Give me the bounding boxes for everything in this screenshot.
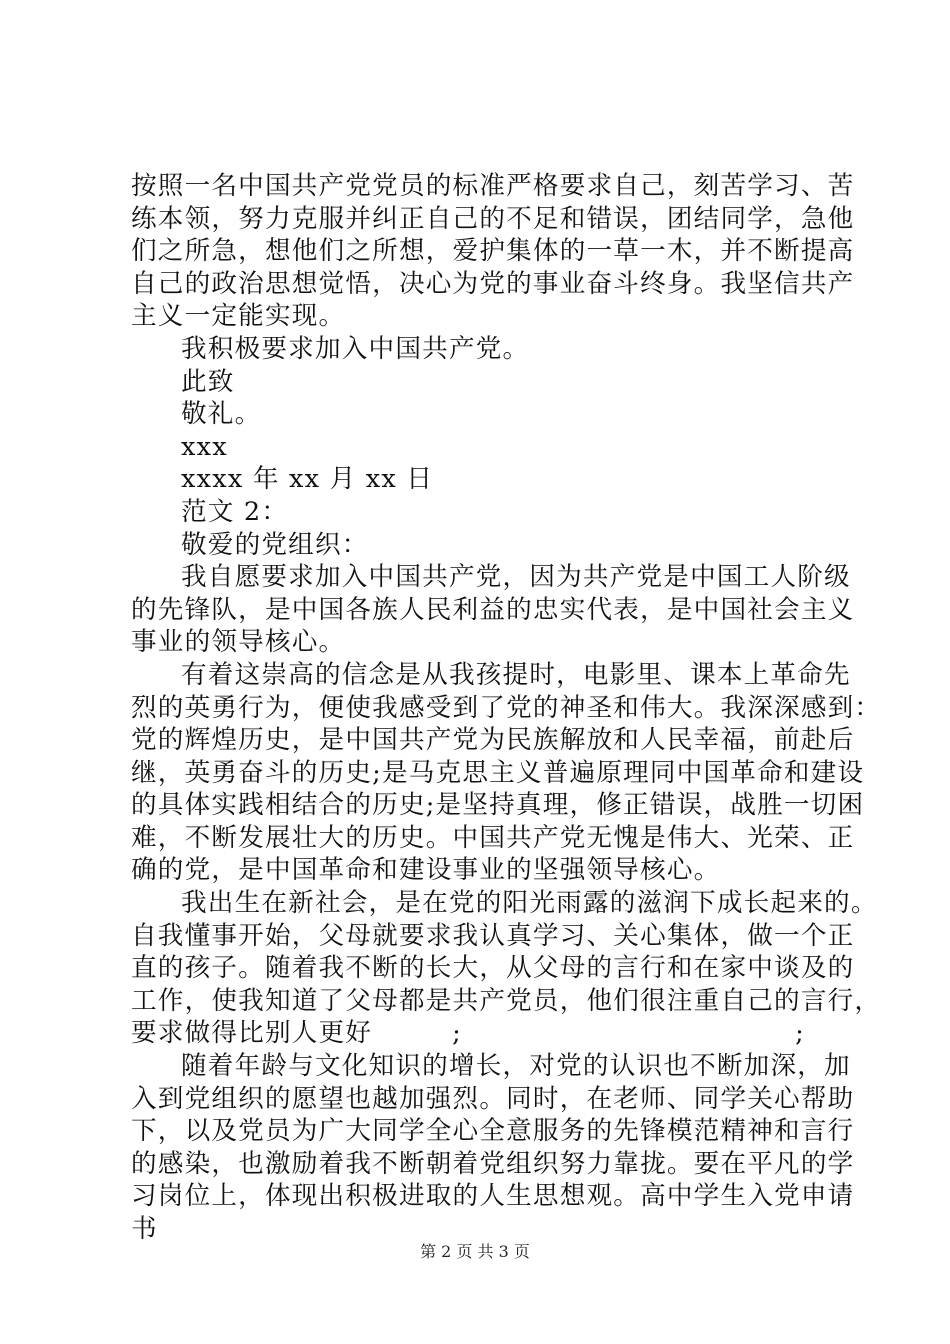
text-line: 我自愿要求加入中国共产党，因为共产党是中国工人阶级 — [181, 562, 851, 593]
text-line: 难，不断发展壮大的历史。中国共产党无愧是伟大、光荣、正 — [131, 822, 855, 853]
text-line: 我出生在新社会，是在党的阳光雨露的滋润下成长起来的。 — [181, 888, 878, 919]
text-line: 的先锋队，是中国各族人民利益的忠实代表，是中国社会主义 — [131, 594, 855, 625]
greeting-line: 敬爱的党组织： — [181, 529, 369, 560]
text-line: 的具体实践相结合的历史;是坚持真理，修正错误，战胜一切困 — [131, 790, 865, 821]
document-body — [131, 170, 882, 1246]
text-line: 确的党，是中国革命和建设事业的坚强领导核心。 — [131, 855, 721, 886]
text-fragment: 要求做得比别人更好 — [131, 1018, 373, 1049]
text-line: 习岗位上，体现出积极进取的人生思想观。高中学生入党申请 — [131, 1181, 855, 1212]
text-line: 按照一名中国共产党党员的标准严格要求自己，刻苦学习、苦 — [131, 171, 855, 201]
section-heading: 范文 2： — [181, 496, 289, 527]
text-line: 有着这崇高的信念是从我孩提时，电影里、课本上革命先 — [181, 659, 851, 690]
signature-date: xxxx 年 xx 月 xx 日 — [181, 464, 434, 495]
text-line: 们之所急，想他们之所想，爱护集体的一草一木，并不断提高 — [131, 236, 855, 267]
text-line: 我积极要求加入中国共产党。 — [181, 333, 530, 364]
text-line: 练本领，努力克服并纠正自己的不足和错误，团结同学，急他 — [131, 203, 855, 234]
text-line: 继，英勇奋斗的历史;是马克思主义普遍原理同中国革命和建设 — [131, 757, 865, 788]
text-line: 烈的英勇行为，便使我感受到了党的神圣和伟大。我深深感到： — [131, 692, 882, 723]
semicolon-group — [372, 1017, 821, 1050]
text-line: 直的孩子。随着我不断的长大，从父母的言行和在家中谈及的 — [131, 953, 855, 984]
salutation-line: 敬礼。 — [181, 399, 262, 430]
text-line: 入到党组织的愿望也越加强烈。同时，在老师、同学关心帮助 — [131, 1083, 855, 1114]
text-line: 随着年龄与文化知识的增长，对党的认识也不断加深，加 — [181, 1051, 851, 1082]
text-line: 下，以及党员为广大同学全心全意服务的先锋模范精神和言行 — [131, 1116, 855, 1147]
text-line: 党的辉煌历史，是中国共产党为民族解放和人民幸福，前赴后 — [131, 725, 855, 756]
text-line: 书 — [131, 1214, 158, 1244]
text-line-with-semicolons — [131, 1017, 821, 1050]
salutation-line: 此致 — [181, 366, 235, 397]
text-line: 工作，使我知道了父母都是共产党员，他们很注重自己的言行， — [131, 985, 882, 1016]
page-number-footer: 第 2 页 共 3 页 — [420, 1242, 530, 1261]
text-line: 的感染，也激励着我不断朝着党组织努力靠拢。要在平凡的学 — [131, 1148, 855, 1179]
text-line: 事业的领导核心。 — [131, 627, 346, 658]
text-line: 自我懂事开始，父母就要求我认真学习、关心集体，做一个正 — [131, 920, 855, 951]
text-line: 自己的政治思想觉悟，决心为党的事业奋斗终身。我坚信共产 — [131, 268, 855, 299]
text-line: 主义一定能实现。 — [131, 301, 346, 332]
signature-name: xxx — [181, 431, 228, 462]
semicolon-mark: ; — [795, 1018, 805, 1049]
semicolon-mark: ; — [452, 1018, 462, 1049]
